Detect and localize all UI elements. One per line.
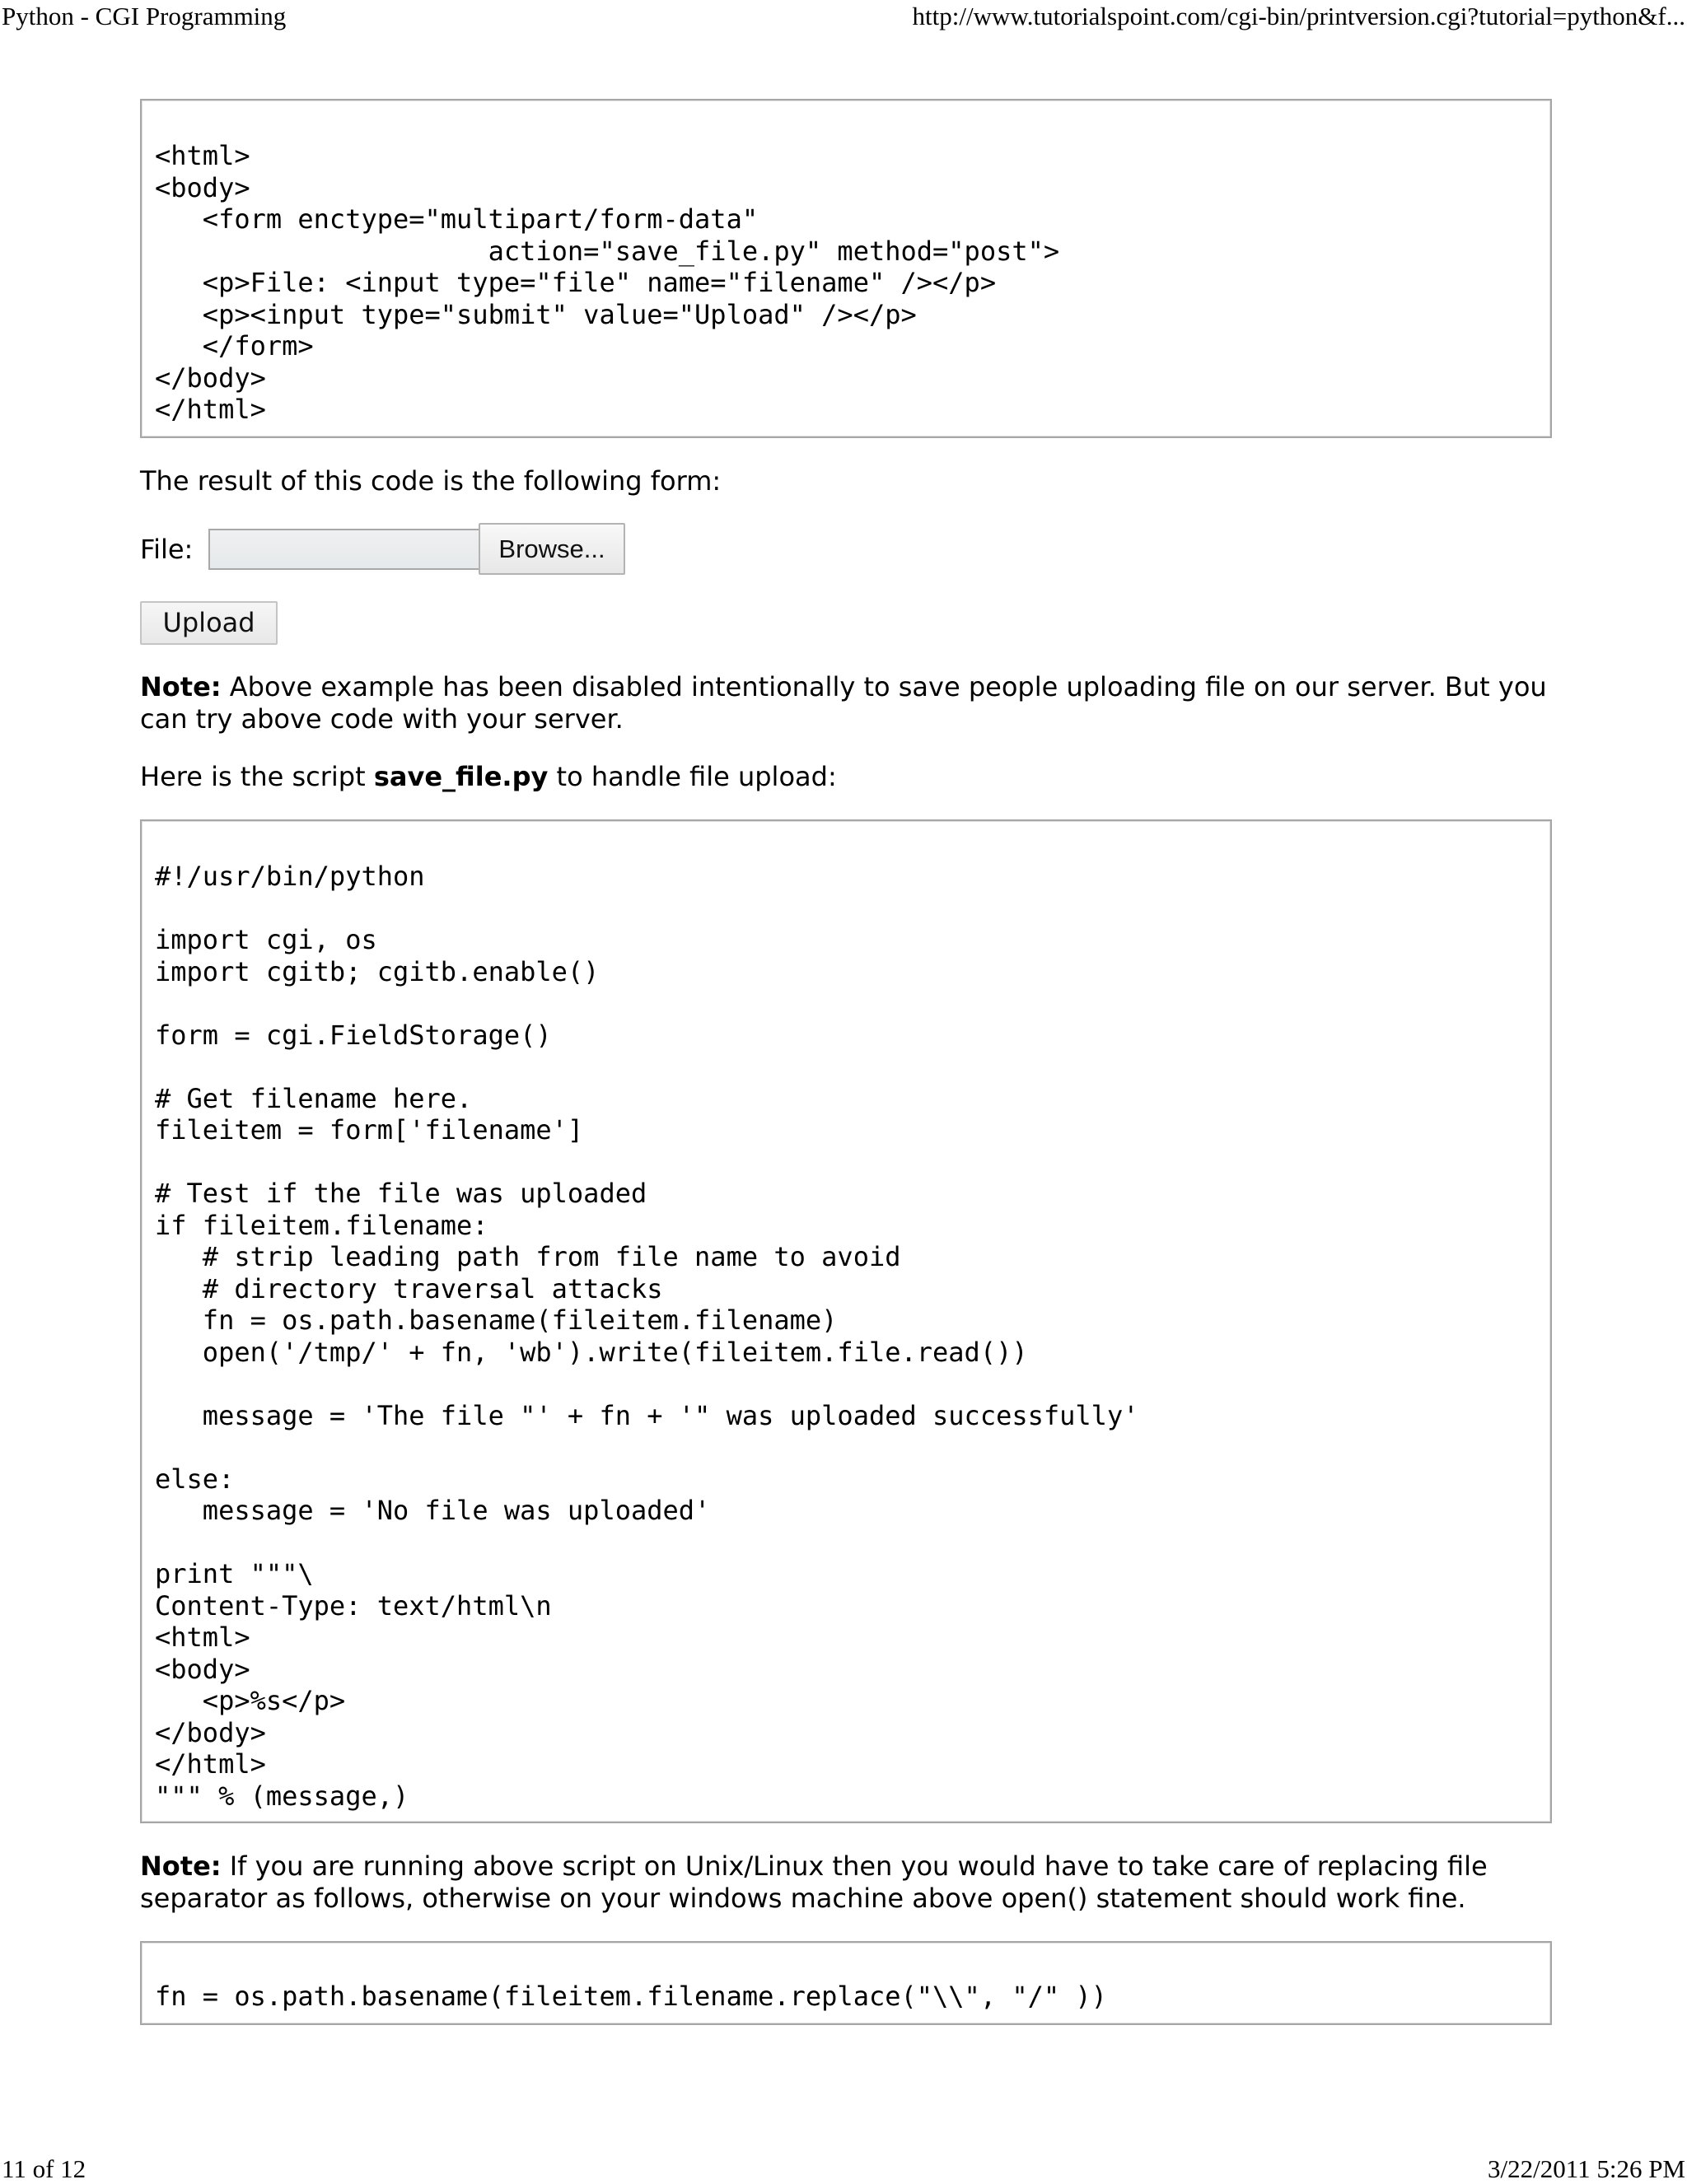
result-intro-text: The result of this code is the following form: — [140, 465, 722, 497]
page-url: http://www.tutorialspoint.com/cgi-bin/printversion.cgi?tutorial=python&f... — [912, 2, 1685, 30]
note-label: Note: — [140, 1850, 222, 1882]
note-disabled-paragraph — [140, 671, 1552, 735]
code-block-html-form — [140, 99, 1552, 438]
note-label: Note: — [140, 671, 222, 702]
print-header — [0, 0, 1687, 33]
code-block-replace — [140, 1941, 1552, 2025]
page-title: Python - CGI Programming — [2, 2, 287, 30]
file-path-input[interactable] — [208, 529, 480, 570]
note-unix-paragraph — [140, 1850, 1552, 1915]
page-number: 11 of 12 — [2, 2154, 86, 2183]
file-label: File: — [140, 534, 194, 565]
script-filename: save_file.py — [373, 761, 549, 792]
browse-button[interactable]: Browse... — [479, 523, 625, 575]
note-text: Above example has been disabled intentionally to save people uploading file on our server. But you can try above code with your server. — [140, 671, 1547, 735]
print-footer — [0, 2154, 1687, 2184]
script-intro-after: to handle file upload: — [548, 761, 837, 792]
script-intro-before: Here is the script — [140, 761, 374, 792]
print-datetime: 3/22/2011 5:26 PM — [1488, 2154, 1685, 2183]
code-block-save-file — [140, 819, 1552, 1823]
note-text: If you are running above script on Unix/Linux then you would have to take care of replacing file separator as follows, otherwise on your windows machine above open() statement should work fine. — [140, 1850, 1488, 1914]
upload-button[interactable]: Upload — [140, 601, 278, 645]
script-intro-paragraph — [140, 761, 1552, 793]
code-text-save-file: #!/usr/bin/python import cgi, os import cgitb; cgitb.enable() form = cgi.FieldStorage() # Get filename here. fileitem = form['filename'] # Test if the file was uploaded if fileitem.filename: # strip leading path from file name to avoid # directory traversal attacks fn = os.path.basename(fileitem.filename) open('/tmp/' + fn, 'wb').write(fileitem.file.read()) message = 'The file "' + fn + '" was uploaded successfully' else: message = 'No file was uploaded' print """\ Content-Type: text/html\n <html> <body> <p>%s</p> </body> </html> """ % (message,) — [155, 861, 1139, 1812]
code-text-html-form: <html> <body> <form enctype="multipart/form-data" action="save_file.py" method="post"> <p>File: <input type="file" name="filename" /></p> <p><input type="submit" value="Upload" /></p> </form> </body> </html> — [155, 140, 1060, 425]
code-text-replace: fn = os.path.basename(fileitem.filename.replace("\\", "/" )) — [155, 1981, 1107, 2012]
